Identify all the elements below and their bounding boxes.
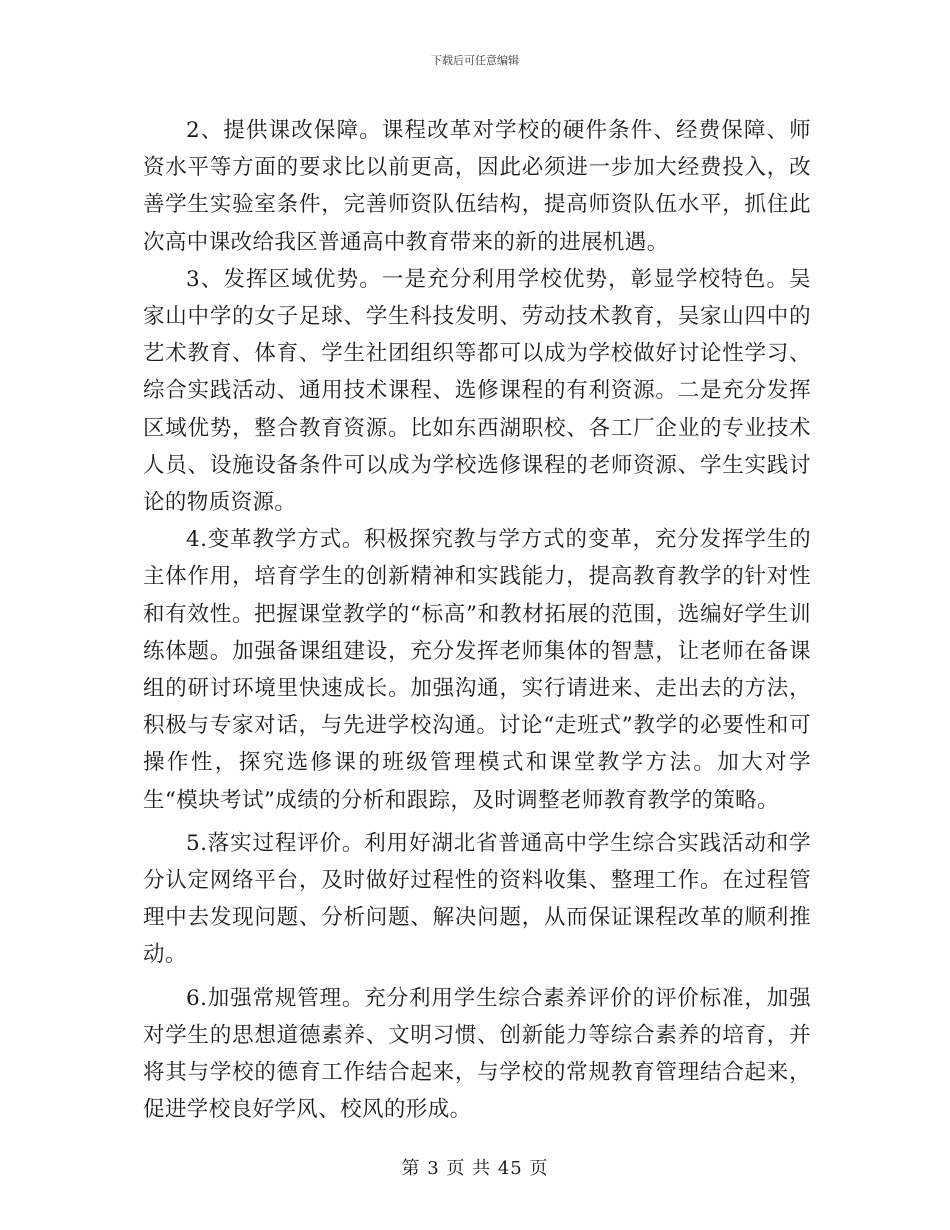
paragraph-routine-management: 6.加强常规管理。充分利用学生综合素养评价的评价标准，加强对学生的思想道德素养、文明习惯、创新能力等综合素养的培育，并将其与学校的德育工作结合起来，与学校的常规教育管理结合起来，促进学校良好学风、校风的形成。 <box>143 985 811 1123</box>
paragraph-course-reform-guarantee: 2、提供课改保障。课程改革对学校的硬件条件、经费保障、师资水平等方面的要求比以前更高，因此必须进一步加大经费投入，改善学生实验室条件，完善师资队伍结构，提高师资队伍水平，抓住此次高中课改给我区普通高中教育带来的新的进展机遇。 <box>143 118 811 255</box>
page-footer: 第 3 页 共 45 页 <box>401 1158 549 1179</box>
paragraph-teaching-method: 4.变革教学方式。积极探究教与学方式的变革，充分发挥学生的主体作用，培育学生的创新精神和实践能力，提高教育教学的针对性和有效性。把握课堂教学的“标高”和教材拓展的范围，选编好学生训练体题。加强备课组建设，充分发挥老师集体的智慧，让老师在备课组的研讨环境里快速成长。加强沟通，实行请进来、走出去的方法，积极与专家对话，与先进学校沟通。讨论“走班式”教学的必要性和可操作性，探究选修课的班级管理模式和课堂教学方法。加大对学生“模块考试”成绩的分析和跟踪，及时调整老师教育教学的策略。 <box>143 527 811 813</box>
paragraph-regional-advantage: 3、发挥区域优势。一是充分利用学校优势，彰显学校特色。吴家山中学的女子足球、学生科技发明、劳动技术教育，吴家山四中的艺术教育、体育、学生社团组织等都可以成为学校做好讨论性学习、综合实践活动、通用技术课程、选修课程的有利资源。二是充分发挥区域优势，整合教育资源。比如东西湖职校、各工厂企业的专业技术人员、设施设备条件可以成为学校选修课程的老师资源、学生实践讨论的物质资源。 <box>143 266 811 516</box>
paragraph-process-evaluation: 5.落实过程评价。利用好湖北省普通高中学生综合实践活动和学分认定网络平台，及时做好过程性的资料收集、整理工作。在过程管理中去发现问题、分析问题、解决问题，从而保证课程改革的顺利推动。 <box>143 830 811 968</box>
document-body <box>143 112 811 1128</box>
page-header: 下载后可任意编辑 <box>431 54 519 67</box>
